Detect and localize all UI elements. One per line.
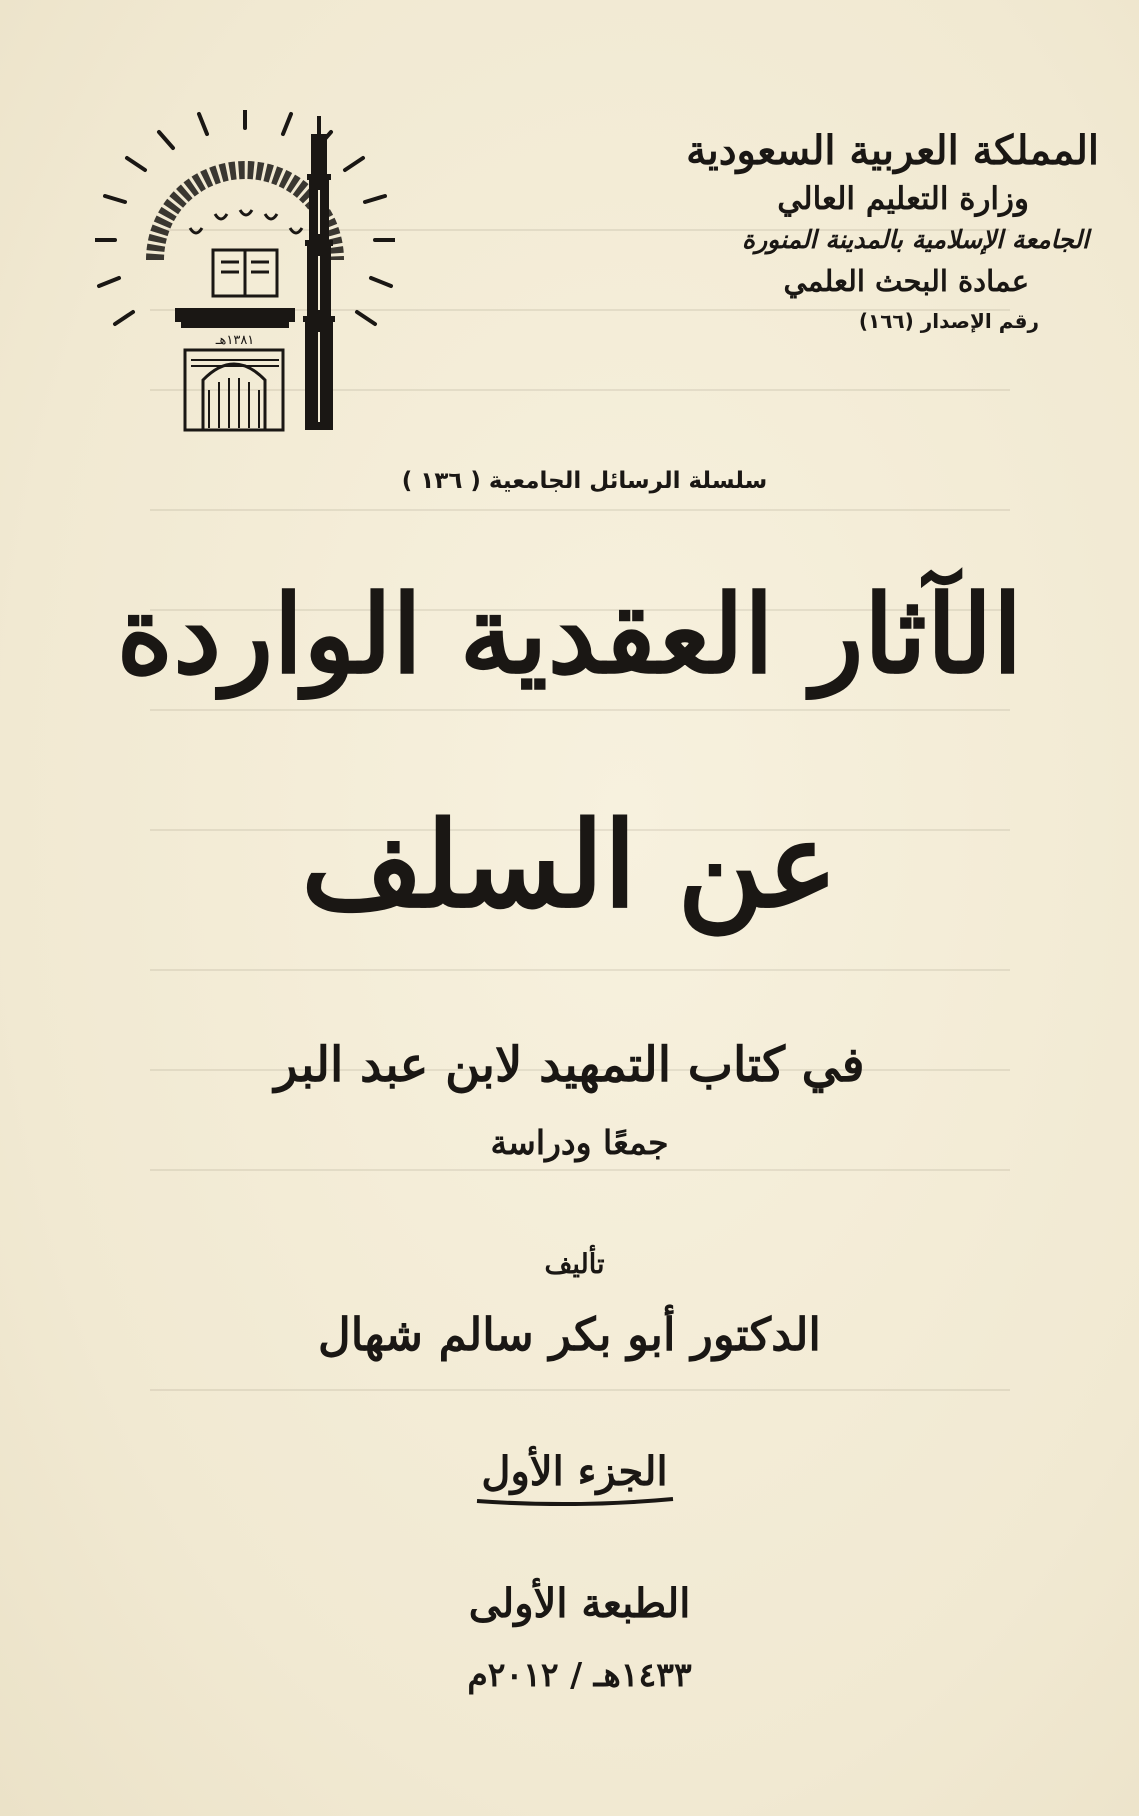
volume-block — [0, 1440, 1139, 1506]
book-title-line2: عن السلف — [301, 795, 838, 934]
book-title-line1: الآثار العقدية الواردة — [116, 572, 1023, 698]
volume-label: الجزء الأول — [481, 1448, 668, 1495]
author-name: الدكتور أبو بكر سالم شهال — [318, 1308, 821, 1361]
byline-label: تأليف — [544, 1249, 605, 1280]
publication-date: ١٤٣٣هـ / ٢٠١٢م — [467, 1655, 692, 1694]
method-line: جمعًا ودراسة — [490, 1123, 669, 1162]
kingdom-name: المملكة العربية السعودية — [686, 127, 1099, 174]
deanship-name: عمادة البحث العلمي — [783, 264, 1029, 298]
emblem-year: ١٣٨١هـ — [215, 333, 255, 348]
institution-header — [659, 125, 1099, 339]
university-emblem-logo — [95, 110, 395, 440]
university-name: الجامعة الإسلامية بالمدينة المنورة — [741, 225, 1089, 254]
edition-label: الطبعة الأولى — [468, 1580, 691, 1627]
ministry-name: وزارة التعليم العالي — [777, 181, 1029, 217]
series-line: سلسلة الرسائل الجامعية ( ١٣٦ ) — [401, 468, 768, 494]
decorative-swash — [475, 1496, 675, 1506]
issue-number: رقم الإصدار (١٦٦) — [858, 309, 1039, 333]
book-subtitle: في كتاب التمهيد لابن عبد البر — [274, 1037, 865, 1093]
